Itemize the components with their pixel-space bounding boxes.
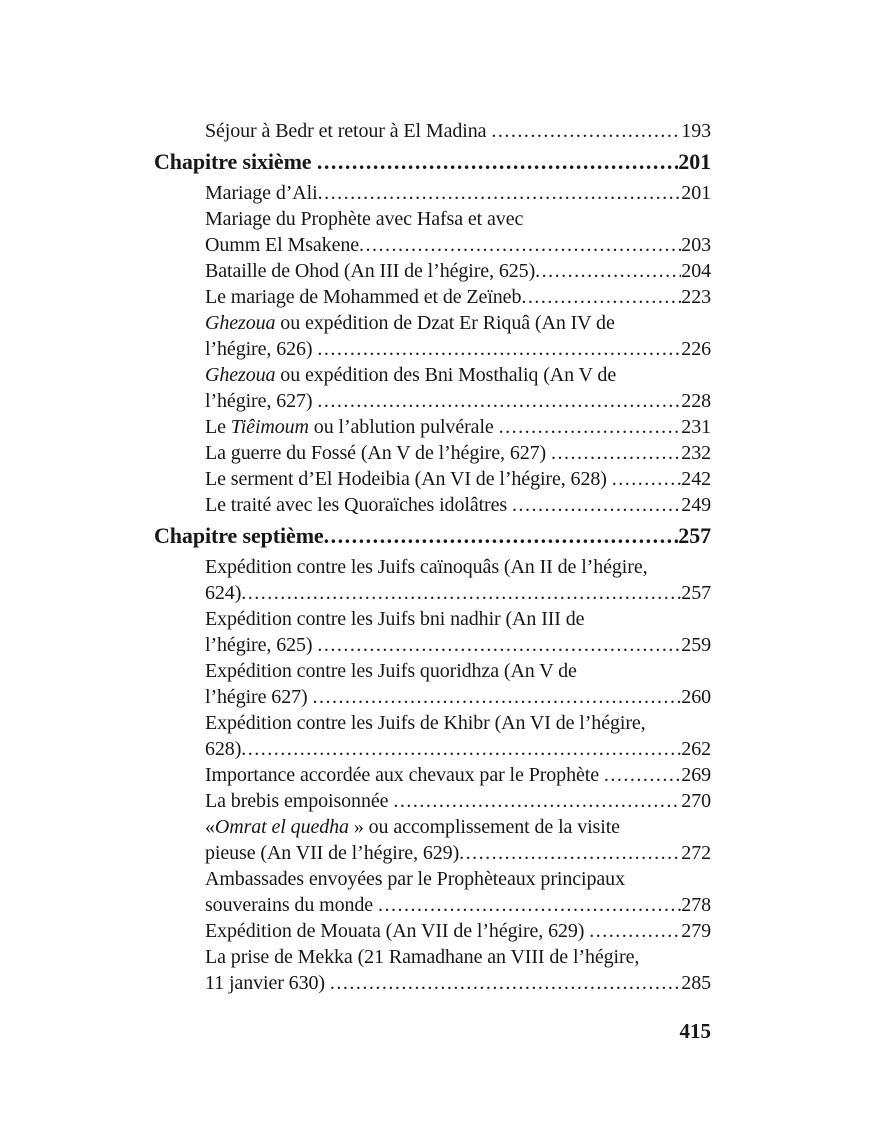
dot-leader [589,918,681,944]
toc-line-text: Le serment d’El Hodeibia (An VI de l’hégire, 628) [205,468,612,490]
toc-line-text: Bataille de Ohod (An III de l’hégire, 625) [205,260,536,282]
toc-entry-line [154,310,711,336]
toc-entry-line [154,684,711,710]
toc-chapter-line [154,149,711,175]
toc-entry-line [154,580,711,606]
toc-line-text: Expédition de Mouata (An VII de l’hégire, 629) [205,920,590,942]
toc-line-text: Expédition contre les Juifs de Khibr (An VI de l’hégire, [205,712,646,734]
toc-entry-line [154,440,711,466]
toc-page-number: 193 [681,120,711,142]
toc-line-text: 628) [205,738,242,760]
toc-entry-line [154,492,711,518]
toc-line-text: La brebis empoisonnée [205,790,394,812]
dot-leader [378,892,681,918]
toc-entry-line [154,814,711,840]
toc-entry-line [154,232,711,258]
toc-entry-line [154,284,711,310]
dot-leader [317,336,681,362]
toc-page-number: 228 [681,390,711,412]
toc-page-number: 203 [681,234,711,256]
toc-page-number: 278 [681,894,711,916]
toc-line-text: Expédition contre les Juifs bni nadhir (An III de [205,608,585,630]
toc-line-text: Expédition contre les Juifs caïnoquâs (An II de l’hégire, [205,556,648,578]
dot-leader [317,388,681,414]
toc-line-text: l’hégire, 625) [205,634,318,656]
toc-line-text: Oumm El Msakene [205,234,360,256]
dot-leader [535,258,681,284]
dot-leader [393,788,681,814]
toc-entry-line [154,118,711,144]
toc-page-number: 201 [678,149,711,174]
toc-page-number: 204 [681,260,711,282]
toc-entry-line [154,554,711,580]
toc-line-text: l’hégire, 626) [205,338,318,360]
toc-line-text: Ambassades envoyées par le Prophèteaux principaux [205,868,625,890]
toc-page-number: 232 [681,442,711,464]
toc-entry-line [154,206,711,232]
toc-page-number: 223 [681,286,711,308]
dot-leader [324,523,679,549]
toc-page-number: 285 [681,972,711,994]
toc-page-number: 262 [681,738,711,760]
toc-page-number: 272 [681,842,711,864]
toc-entry-line [154,788,711,814]
toc-entry-line [154,866,711,892]
toc-entry-line [154,840,711,866]
toc-entry-line [154,606,711,632]
toc-line-text: Le traité avec les Quoraïches idolâtres [205,494,512,516]
toc-line-text: 624) [205,582,242,604]
toc-entry-line [154,632,711,658]
toc-line-text: La guerre du Fossé (An V de l’hégire, 627) [205,442,551,464]
toc-line-text: La prise de Mekka (21 Ramadhane an VIII de l’hégire, [205,946,640,968]
toc-page-number: 260 [681,686,711,708]
dot-leader [330,970,681,996]
toc-entry-line [154,892,711,918]
toc-entry-line [154,336,711,362]
toc-page-number: 257 [678,523,711,548]
toc-page-number: 249 [681,494,711,516]
toc-entry-line [154,414,711,440]
toc-entry-line [154,710,711,736]
toc-page-number: 201 [681,182,711,204]
toc-line-text: Mariage du Prophète avec Hafsa et avec [205,208,524,230]
dot-leader [551,440,681,466]
dot-leader [318,180,682,206]
toc-entry-line [154,736,711,762]
dot-leader [241,736,681,762]
toc-entry-line [154,762,711,788]
toc-line-text: Mariage d’Ali [205,182,318,204]
toc-page-number: 257 [681,582,711,604]
toc-page-number: 270 [681,790,711,812]
toc-line-text: Séjour à Bedr et retour à El Madina [205,120,492,142]
toc-entry-line [154,918,711,944]
toc-entry-line [154,180,711,206]
dot-leader [499,414,682,440]
toc-line-text: l’hégire 627) [205,686,313,708]
dot-leader [317,149,678,175]
dot-leader [359,232,681,258]
folio-page-number: 415 [679,1019,711,1043]
dot-leader [512,492,681,518]
toc-entry-line [154,258,711,284]
dot-leader [612,466,682,492]
toc-line-text: Le mariage de Mohammed et de Zeïneb [205,286,522,308]
toc-chapter-line [154,523,711,549]
toc-entry-line [154,658,711,684]
dot-leader [459,840,681,866]
toc-page-number: 259 [681,634,711,656]
toc-line-text: Ghezoua ou expédition de Dzat Er Riquâ (An IV de [205,312,615,334]
toc-entry-line [154,970,711,996]
toc-page-number: 226 [681,338,711,360]
dot-leader [241,580,681,606]
toc-line-text: souverains du monde [205,894,378,916]
toc-page-number: 231 [681,416,711,438]
toc-entry-line [154,362,711,388]
dot-leader [521,284,681,310]
toc-line-text: l’hégire, 627) [205,390,318,412]
toc-line-text: Importance accordée aux chevaux par le Prophète [205,764,604,786]
toc-page-number: 242 [681,468,711,490]
toc-line-text: Chapitre sixième [154,149,317,174]
toc-line-text: Expédition contre les Juifs quoridhza (An V de [205,660,577,682]
toc-line-text: Le Tiêimoum ou l’ablution pulvérale [205,416,499,438]
toc-page-number: 279 [681,920,711,942]
dot-leader [491,118,681,144]
toc-entry-line [154,388,711,414]
dot-leader [317,632,681,658]
dot-leader [312,684,681,710]
toc-line-text: Ghezoua ou expédition des Bni Mosthaliq (An V de [205,364,617,386]
toc-page-number: 269 [681,764,711,786]
toc-line-text: Chapitre septième [154,523,324,548]
toc-line-text: 11 janvier 630) [205,972,330,994]
toc-list [154,118,711,996]
toc-entry-line [154,944,711,970]
toc-entry-line [154,466,711,492]
toc-line-text: pieuse (An VII de l’hégire, 629) [205,842,460,864]
toc-line-text: «Omrat el quedha » ou accomplissement de la visite [205,816,620,838]
dot-leader [604,762,681,788]
